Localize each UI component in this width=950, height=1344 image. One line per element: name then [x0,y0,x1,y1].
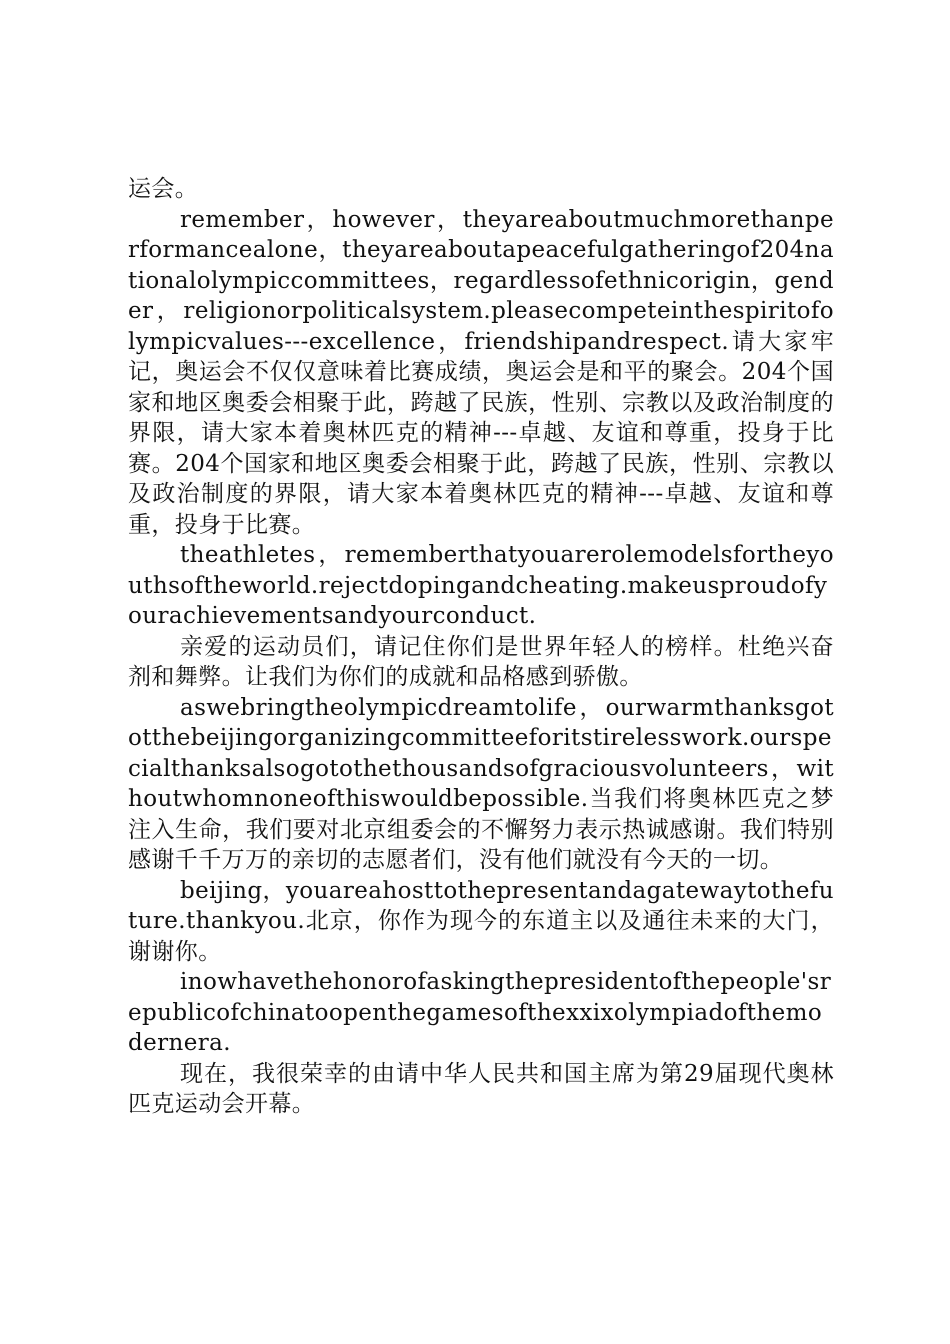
paragraph-continuation: 运会。 [128,176,199,202]
paragraph-opening-english: inowhavethehonorofaskingthepresidentofthepeople'srepublicofchinatoopenthegamesofthexxixolympiadofthemodernera. [128,969,832,1056]
paragraph-athletes-chinese: 亲爱的运动员们，请记住你们是世界年轻人的榜样。杜绝兴奋剂和舞弊。让我们为你们的成就和品格感到骄傲。 [128,633,834,690]
paragraph-thanks-volunteers: aswebringtheolympicdreamtolife，ourwarmthanksgototthebeijingorganizingcommitteeforitstirelesswork.ourspecialthanksalsogotothethousandsofgraciousvolunteers，withoutwhomnoneofthiswouldbepossible.当我们将奥林匹克之梦注入生命，我们要对北京组委会的不懈努力表示热诚感谢。我们特别感谢千千万万的亲切的志愿者们，没有他们就没有今天的一切。 [128,694,834,873]
paragraph-athletes-english: theathletes，rememberthatyouarerolemodelsfortheyouthsoftheworld.rejectdopingandcheating.makeusproudofyourachievementsandyourconduct. [128,542,834,629]
paragraph-olympic-values: remember，however，theyareaboutmuchmorethanperformancealone，theyareaboutapeacefulgatheringof204nationalolympiccommittees，regardlessofethnicorigin，gender，religionorpoliticalsystem.pleasecompeteinthespiritofolympicvalues---excellence，friendshipandrespect.请大家牢记，奥运会不仅仅意味着比赛成绩，奥运会是和平的聚会。204个国家和地区奥委会相聚于此，跨越了民族，性别、宗教以及政治制度的界限，请大家本着奥林匹克的精神---卓越、友谊和尊重，投身于比赛。204个国家和地区奥委会相聚于此，跨越了民族，性别、宗教以及政治制度的界限，请大家本着奥林匹克的精神---卓越、友谊和尊重，投身于比赛。 [128,206,834,538]
paragraph-opening-chinese: 现在，我很荣幸的由请中华人民共和国主席为第29届现代奥林匹克运动会开幕。 [128,1060,834,1117]
document-body [128,174,834,1120]
paragraph-beijing-host: beijing，youareahosttothepresentandagatewaytothefuture.thankyou.北京，你作为现今的东道主以及通往未来的大门，谢谢你。 [128,877,834,965]
